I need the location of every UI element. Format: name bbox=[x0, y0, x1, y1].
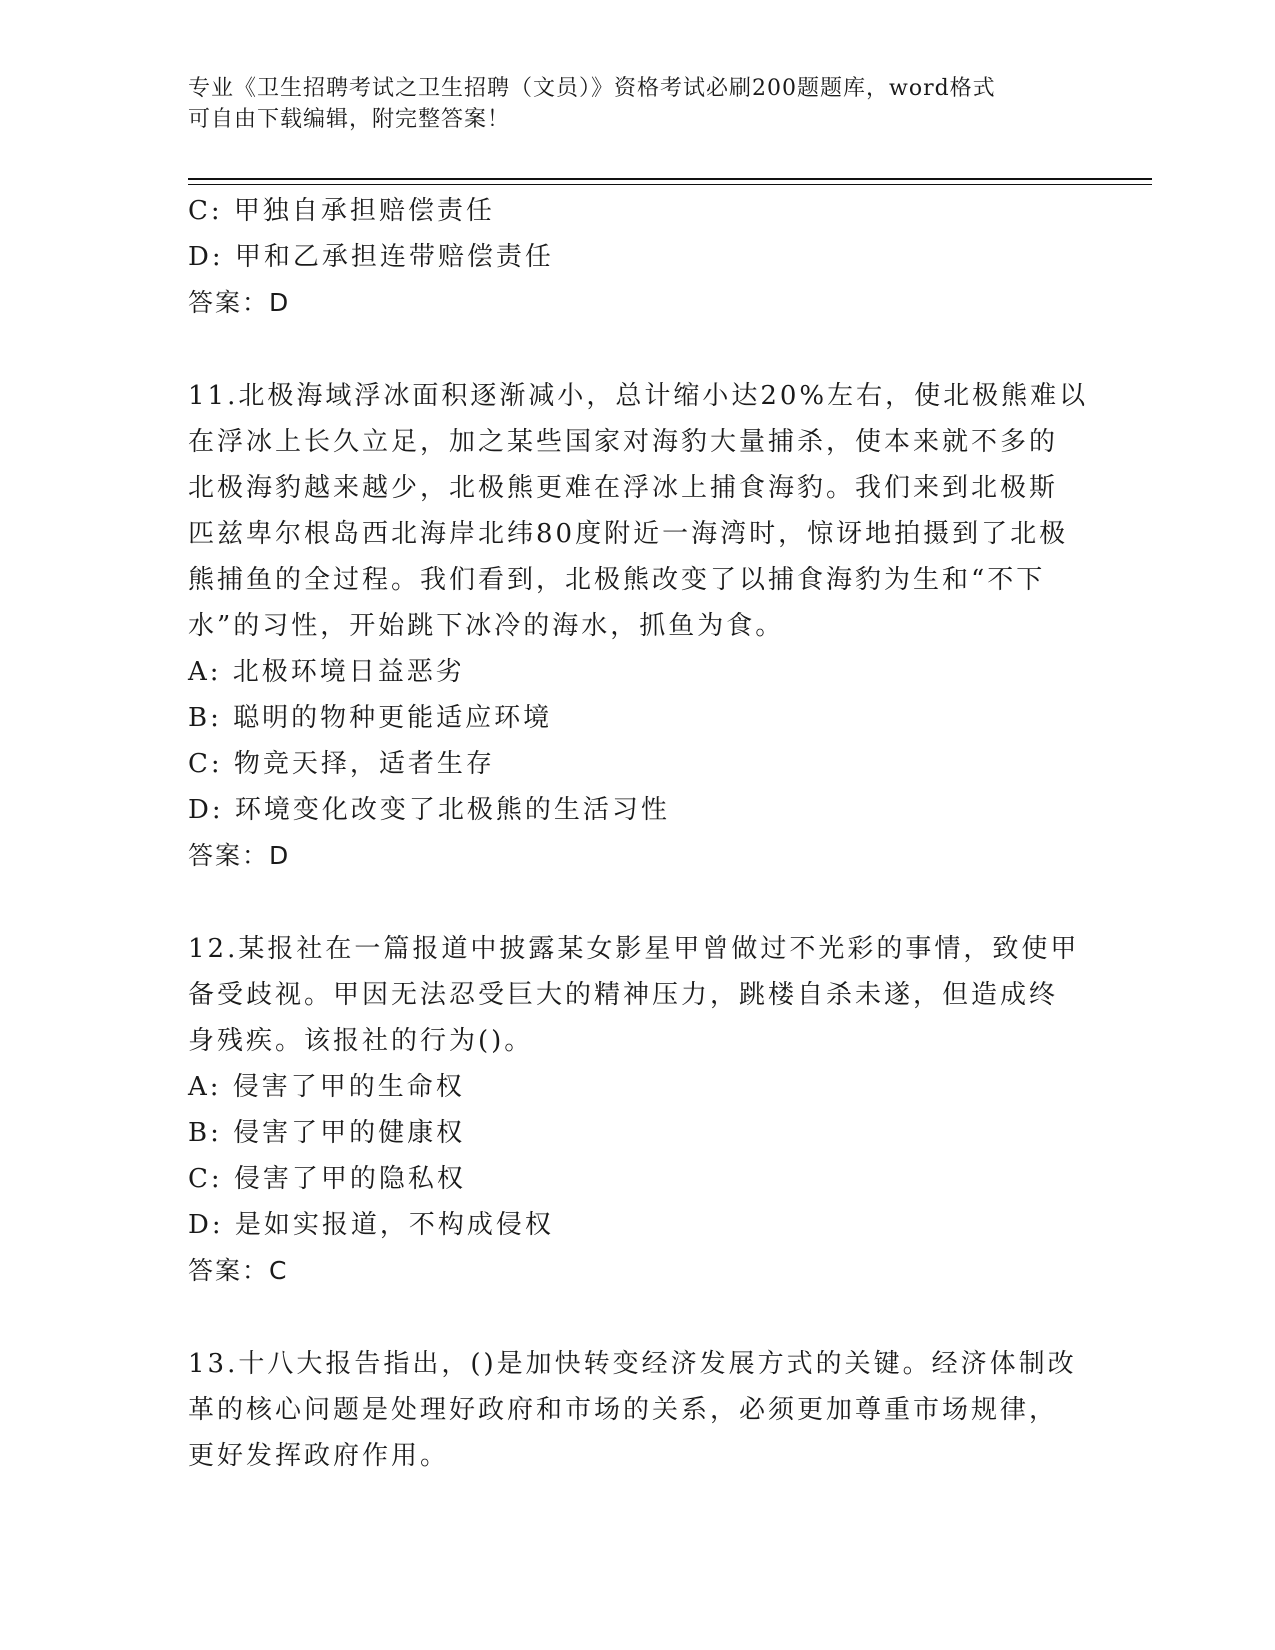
question-text-line: 革的核心问题是处理好政府和市场的关系，必须更加尊重市场规律， bbox=[188, 1395, 1059, 1425]
question-text-line: 13.十八大报告指出，()是加快转变经济发展方式的关键。经济体制改 bbox=[188, 1349, 1077, 1379]
question-text-line: 11.北极海域浮冰面积逐渐减小，总计缩小达20%左右，使北极熊难以 bbox=[188, 381, 1089, 411]
option-c: C: 侵害了甲的隐私权 bbox=[188, 1164, 466, 1194]
option-c: C: 物竞天择，适者生存 bbox=[188, 749, 495, 779]
question-text-line: 匹兹卑尔根岛西北海岸北纬80度附近一海湾时，惊讶地拍摄到了北极 bbox=[188, 519, 1069, 549]
question-12 bbox=[188, 926, 1080, 1294]
document-body bbox=[188, 188, 1089, 1479]
option-a: A: 侵害了甲的生命权 bbox=[188, 1072, 465, 1102]
answer: 答案：C bbox=[188, 1256, 289, 1285]
question-13 bbox=[188, 1341, 1077, 1479]
answer: 答案：D bbox=[188, 841, 291, 870]
header-line-2: 可自由下载编辑，附完整答案！ bbox=[188, 107, 511, 132]
document-header bbox=[188, 73, 1068, 135]
question-text-line: 更好发挥政府作用。 bbox=[188, 1441, 450, 1471]
question-text-line: 身残疾。该报社的行为()。 bbox=[188, 1026, 534, 1056]
spacer bbox=[188, 326, 1068, 373]
option-d: D: 环境变化改变了北极熊的生活习性 bbox=[188, 795, 670, 825]
question-11 bbox=[188, 373, 1089, 879]
header-divider-thick bbox=[188, 178, 1152, 180]
option-b: B: 聪明的物种更能适应环境 bbox=[188, 703, 553, 733]
question-text-line: 北极海豹越来越少，北极熊更难在浮冰上捕食海豹。我们来到北极斯 bbox=[188, 473, 1059, 503]
spacer bbox=[188, 1294, 1068, 1341]
option-d: D: 是如实报道，不构成侵权 bbox=[188, 1210, 554, 1240]
option-b: B: 侵害了甲的健康权 bbox=[188, 1118, 466, 1148]
spacer bbox=[188, 879, 1068, 926]
question-text-line: 熊捕鱼的全过程。我们看到，北极熊改变了以捕食海豹为生和“不下 bbox=[188, 565, 1046, 595]
question-text-line: 备受歧视。甲因无法忍受巨大的精神压力，跳楼自杀未遂，但造成终 bbox=[188, 980, 1059, 1010]
answer: 答案：D bbox=[188, 288, 291, 317]
question-text-line: 12.某报社在一篇报道中披露某女影星甲曾做过不光彩的事情，致使甲 bbox=[188, 934, 1080, 964]
question-text-line: 在浮冰上长久立足，加之某些国家对海豹大量捕杀，使本来就不多的 bbox=[188, 427, 1059, 457]
option-c: C: 甲独自承担赔偿责任 bbox=[188, 196, 495, 226]
question-text-line: 水”的习性，开始跳下冰冷的海水，抓鱼为食。 bbox=[188, 611, 785, 641]
option-a: A: 北极环境日益恶劣 bbox=[188, 657, 465, 687]
question-10 bbox=[188, 188, 1068, 326]
option-d: D: 甲和乙承担连带赔偿责任 bbox=[188, 242, 554, 272]
header-line-1: 专业《卫生招聘考试之卫生招聘（文员）》资格考试必刷200题题库，word格式 bbox=[188, 76, 996, 101]
header-divider-thin bbox=[188, 184, 1152, 185]
